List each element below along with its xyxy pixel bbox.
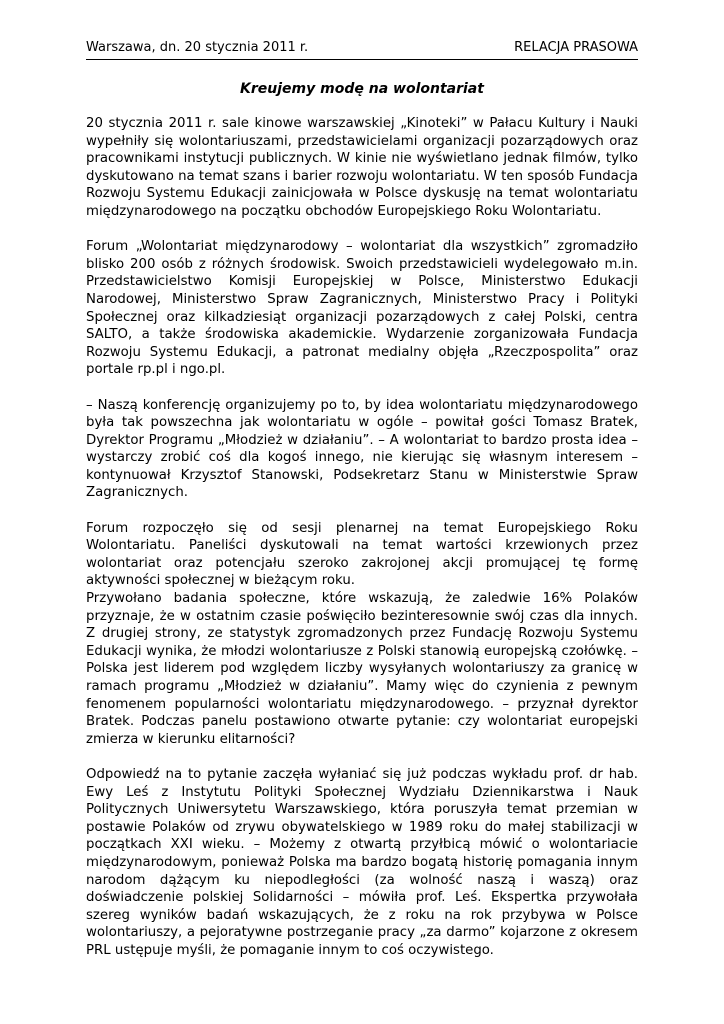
paragraph: Forum rozpoczęło się od sesji plenarnej na temat Europejskiego Roku Wolontariatu. Paneliści dyskutowali na temat wartości krzewionych przez wolontariat oraz potencjału szeroko zakrojonej akcji promującej tę formę aktywności społecznej w bieżącym roku.: [86, 520, 638, 589]
paragraph: Odpowiedź na to pytanie zaczęła wyłaniać się już podczas wykładu prof. dr hab. Ewy Leś z Instytutu Polityki Społecznej Wydziału Dziennikarstwa i Nauk Politycznych Uniwersytetu Warszawskiego, która poruszyła temat przemian w postawie Polaków od zrywu obywatelskiego w 1989 roku do małej stabilizacji w początkach XXI wieku. – Możemy z otwartą przyłbicą mówić o wolontariacie międzynarodowym, ponieważ Polska ma bardzo bogatą historię pomagania innym narodom dążącym ku niepodległości (za wolność naszą i waszą) oraz doświadczenie polskiej Solidarności – mówiła prof. Leś. Ekspertka przywołała szereg wyników badań wskazujących, że z roku na rok przybywa w Polsce wolontariuszy, a pejoratywne postrzeganie pracy „za darmo” kojarzone z okresem PRL ustępuje myśli, że pomaganie innym to coś oczywistego.: [86, 766, 638, 958]
paragraph: Forum „Wolontariat międzynarodowy – wolontariat dla wszystkich” zgromadziło blisko 200 osób z różnych środowisk. Swoich przedstawicieli wydelegowało m.in. Przedstawicielstwo Komisji Europejskiej w Polsce, Ministerstwo Edukacji Narodowej, Ministerstwo Spraw Zagranicznych, Ministerstwo Pracy i Polityki Społecznej oraz kilkadziesiąt organizacji pozarządowych z całej Polski, centra SALTO, a także środowiska akademickie. Wydarzenie zorganizowała Fundacja Rozwoju Systemu Edukacji, a patronat medialny objęła „Rzeczpospolita” oraz portale rp.pl i ngo.pl.: [86, 239, 638, 378]
paragraph: Przywołano badania społeczne, które wskazują, że zaledwie 16% Polaków przyznaje, że w ostatnim czasie poświęciło bezinteresownie swój czas dla innych. Z drugiej strony, ze statystyk zgromadzonych przez Fundację Rozwoju Systemu Edukacji wynika, że młodzi wolontariusze z Polski stanowią europejską czołówkę. – Polska jest liderem pod względem liczby wysyłanych wolontariuszy za granicę w ramach programu „Młodzież w działaniu”. Mamy więc do czynienia z pewnym fenomenem popularności wolontariatu międzynarodowego. – przyznał dyrektor Bratek. Podczas panelu postawiono otwarte pytanie: czy wolontariat europejski zmierza w kierunku elitarności?: [86, 591, 638, 747]
document-title: Kreujemy modę na wolontariat: [240, 81, 484, 97]
document-body: [86, 115, 638, 960]
document-type: RELACJA PRASOWA: [514, 40, 638, 55]
document-page: [86, 40, 638, 977]
paragraph: 20 stycznia 2011 r. sale kinowe warszawskiej „Kinoteki” w Pałacu Kultury i Nauki wypełniły się wolontariuszami, przedstawicielami organizacji pozarządowych oraz pracownikami instytucji publicznych. W kinie nie wyświetlano jednak filmów, tylko dyskutowano na temat szans i barier rozwoju wolontariatu. W ten sposób Fundacja Rozwoju Systemu Edukacji zainicjowała w Polsce dyskusję na temat wolontariatu międzynarodowego na początku obchodów Europejskiego Roku Wolontariatu.: [86, 116, 638, 219]
paragraph: – Naszą konferencję organizujemy po to, by idea wolontariatu międzynarodowego była tak powszechna jak wolontariatu w ogóle – powitał gości Tomasz Bratek, Dyrektor Programu „Młodzież w działaniu”. – A wolontariat to bardzo prosta idea – wystarczy zrobić coś dla kogoś innego, nie kierując się własnym interesem – kontynuował Krzysztof Stanowski, Podsekretarz Stanu w Ministerstwie Spraw Zagranicznych.: [86, 397, 638, 501]
page-header: [86, 40, 638, 60]
date-line: Warszawa, dn. 20 stycznia 2011 r.: [86, 40, 309, 55]
